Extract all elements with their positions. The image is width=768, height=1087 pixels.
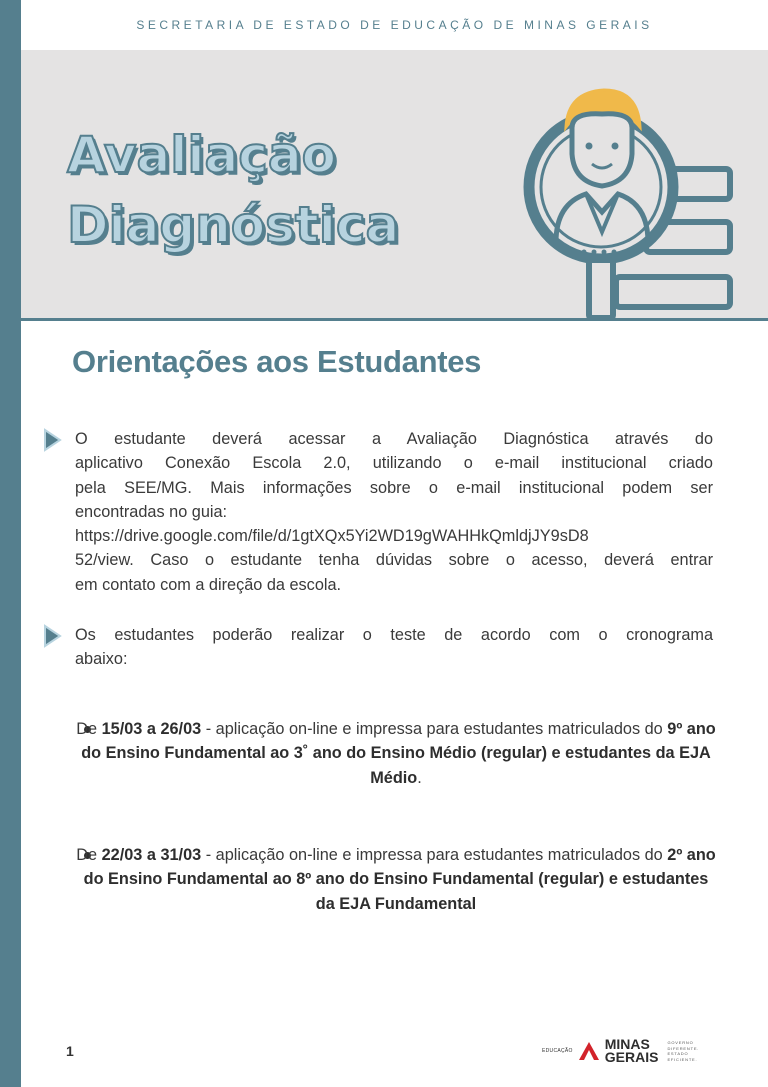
organization-name: SECRETARIA DE ESTADO DE EDUCAÇÃO DE MINAS GERAIS: [136, 18, 653, 32]
p1-line: encontradas no guia:: [75, 502, 228, 521]
schedule-intro: [75, 623, 713, 672]
p1-line: aplicativo Conexão Escola 2.0, utilizando o e-mail institucional criado: [75, 454, 713, 473]
guide-link[interactable]: https://drive.google.com/file/d/1gtXQx5Yi2WD19gWAHHkQmldjJY9sD8: [75, 527, 589, 546]
arrow-bullet-icon: [42, 624, 62, 648]
magnifier-person-icon: [506, 82, 736, 332]
arrow-bullet-icon: [42, 428, 62, 452]
gov-slogan: GOVERNO DIFERENTE. ESTADO EFICIENTE.: [667, 1040, 700, 1062]
state-name: MINAS GERAIS: [604, 1036, 659, 1065]
schedule-audience: 9º ano do Ensino Fundamental ao 3˚ ano do Ensino Médio (regular) e estudantes da EJA Médio: [81, 720, 716, 787]
schedule-item-2: De 22/03 a 31/03 - aplicação on-line e impressa para estudantes matriculados do 2º ano do Ensino Fundamental ao 8º ano do Ensino Fundamental (regular) e estudantes da EJA Fundamental: [76, 846, 716, 913]
p2-line: Os estudantes poderão realizar o teste de acordo com o cronograma: [75, 626, 713, 644]
p1-line: 52/view. Caso o estudante tenha dúvidas sobre o acesso, deverá entrar: [75, 551, 713, 570]
access-instructions: [75, 427, 713, 597]
minas-gerais-triangle-icon: [578, 1040, 600, 1062]
p1-line: em contato com a direção da escola.: [75, 575, 342, 594]
left-accent-bar: [0, 0, 21, 1087]
p2-line: abaixo:: [75, 650, 128, 669]
hero-banner: [21, 50, 768, 321]
page-header: [21, 0, 768, 50]
title-line-1: Avaliação: [67, 126, 336, 184]
dept-label: EDUCAÇÃO: [542, 1048, 573, 1054]
minas-gerais-logo: [542, 1038, 699, 1064]
page-number: 1: [66, 1043, 74, 1059]
schedule-item-1: De 15/03 a 26/03 - aplicação on-line e impressa para estudantes matriculados do 9º ano do Ensino Fundamental ao 3˚ ano do Ensino Médio (regular) e estudantes da EJA Médio.: [76, 720, 716, 787]
p1-line: O estudante deverá acessar a Avaliação Diagnóstica através do: [75, 430, 713, 448]
title-line-2: Diagnóstica: [67, 196, 400, 254]
p1-line: pela SEE/MG. Mais informações sobre o e-mail institucional podem ser: [75, 478, 713, 497]
schedule-audience: 2º ano do Ensino Fundamental ao 8º ano do Ensino Fundamental (regular) e estudantes da EJA Fundamental: [83, 846, 716, 913]
schedule-dates: 22/03 a 31/03: [101, 846, 202, 864]
section-heading: Orientações aos Estudantes: [72, 344, 482, 379]
schedule-dates: 15/03 a 26/03: [101, 720, 202, 738]
page-title: [67, 120, 399, 260]
